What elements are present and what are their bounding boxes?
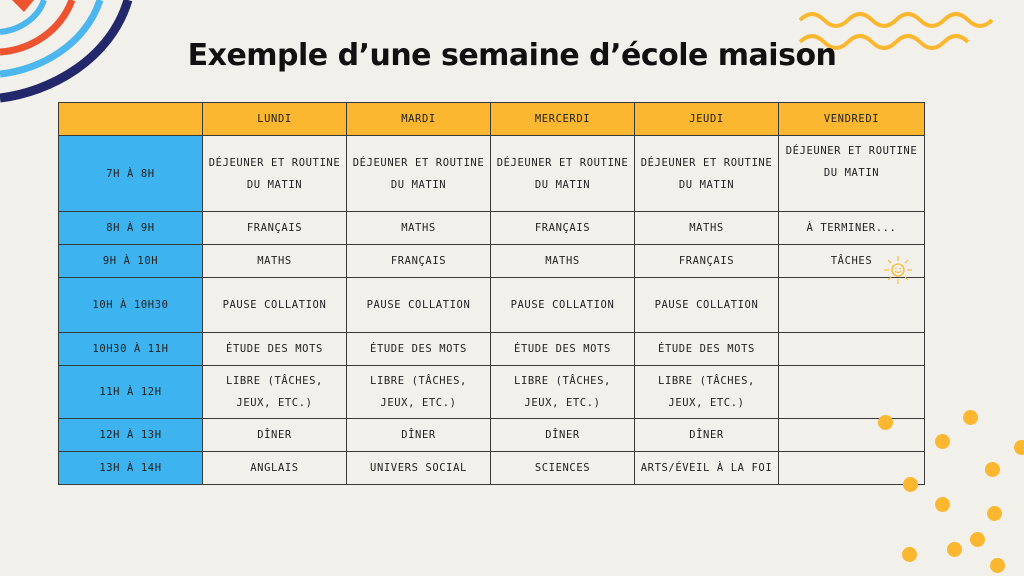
table-row xyxy=(59,419,925,452)
table-cell: MATHS xyxy=(203,245,347,278)
table-cell xyxy=(779,366,925,419)
table-cell: ARTS/ÉVEIL À LA FOI xyxy=(635,452,779,485)
table-cell: LIBRE (TÂCHES, JEUX, ETC.) xyxy=(635,366,779,419)
table-row xyxy=(59,366,925,419)
time-slot: 10H30 À 11H xyxy=(59,333,203,366)
table-cell: ÉTUDE DES MOTS xyxy=(347,333,491,366)
table-cell: DÉJEUNER ET ROUTINE DU MATIN xyxy=(779,136,925,212)
day-header: MARDI xyxy=(347,103,491,136)
table-cell: LIBRE (TÂCHES, JEUX, ETC.) xyxy=(491,366,635,419)
header-row xyxy=(59,103,925,136)
table-cell: DÉJEUNER ET ROUTINE DU MATIN xyxy=(491,136,635,212)
table-cell xyxy=(779,333,925,366)
decor-dot xyxy=(935,434,950,449)
table-cell xyxy=(779,452,925,485)
decor-dot xyxy=(902,547,917,562)
table-cell: DÎNER xyxy=(203,419,347,452)
table-cell: SCIENCES xyxy=(491,452,635,485)
table-cell: ÉTUDE DES MOTS xyxy=(491,333,635,366)
table-cell: FRANÇAIS xyxy=(635,245,779,278)
decor-dot xyxy=(970,532,985,547)
time-slot: 10H À 10H30 xyxy=(59,278,203,333)
table-cell: DÎNER xyxy=(635,419,779,452)
table-cell: ÉTUDE DES MOTS xyxy=(635,333,779,366)
decor-dot xyxy=(987,506,1002,521)
time-slot: 7H À 8H xyxy=(59,136,203,212)
decor-dot xyxy=(985,462,1000,477)
table-cell: DÎNER xyxy=(491,419,635,452)
table-cell: ANGLAIS xyxy=(203,452,347,485)
decor-dot xyxy=(947,542,962,557)
table-cell: MATHS xyxy=(635,212,779,245)
time-slot: 12H À 13H xyxy=(59,419,203,452)
table-cell: LIBRE (TÂCHES, JEUX, ETC.) xyxy=(347,366,491,419)
time-slot: 9H À 10H xyxy=(59,245,203,278)
table-cell: DÉJEUNER ET ROUTINE DU MATIN xyxy=(347,136,491,212)
day-header: JEUDI xyxy=(635,103,779,136)
smiling-sun-icon xyxy=(882,254,914,286)
table-cell: PAUSE COLLATION xyxy=(635,278,779,333)
table-cell: À TERMINER... xyxy=(779,212,925,245)
table-cell: PAUSE COLLATION xyxy=(491,278,635,333)
time-slot: 11H À 12H xyxy=(59,366,203,419)
decor-dot xyxy=(1014,440,1024,455)
time-slot: 8H À 9H xyxy=(59,212,203,245)
table-cell: DÉJEUNER ET ROUTINE DU MATIN xyxy=(203,136,347,212)
table-cell: FRANÇAIS xyxy=(347,245,491,278)
table-cell: ÉTUDE DES MOTS xyxy=(203,333,347,366)
decor-dot xyxy=(963,410,978,425)
day-header: MERCERDI xyxy=(491,103,635,136)
day-header: VENDREDI xyxy=(779,103,925,136)
table-cell: MATHS xyxy=(491,245,635,278)
table-cell: FRANÇAIS xyxy=(491,212,635,245)
table-cell: UNIVERS SOCIAL xyxy=(347,452,491,485)
table-cell: PAUSE COLLATION xyxy=(347,278,491,333)
decor-dot xyxy=(935,497,950,512)
table-row xyxy=(59,333,925,366)
page-title: Exemple d’une semaine d’école maison xyxy=(187,38,837,73)
table-row xyxy=(59,452,925,485)
table-row xyxy=(59,136,925,212)
table-row xyxy=(59,212,925,245)
table-cell: TÂCHES xyxy=(779,245,925,278)
table-cell: MATHS xyxy=(347,212,491,245)
table-cell: LIBRE (TÂCHES, JEUX, ETC.) xyxy=(203,366,347,419)
decor-dot xyxy=(903,477,918,492)
table-cell: DÉJEUNER ET ROUTINE DU MATIN xyxy=(635,136,779,212)
day-header: LUNDI xyxy=(203,103,347,136)
decor-dot xyxy=(990,558,1005,573)
corner-cell xyxy=(59,103,203,136)
schedule-table xyxy=(58,102,925,485)
table-cell: PAUSE COLLATION xyxy=(203,278,347,333)
time-slot: 13H À 14H xyxy=(59,452,203,485)
table-cell: DÎNER xyxy=(347,419,491,452)
table-cell xyxy=(779,419,925,452)
table-row xyxy=(59,278,925,333)
table-row xyxy=(59,245,925,278)
table-cell: FRANÇAIS xyxy=(203,212,347,245)
decor-dot xyxy=(878,415,893,430)
